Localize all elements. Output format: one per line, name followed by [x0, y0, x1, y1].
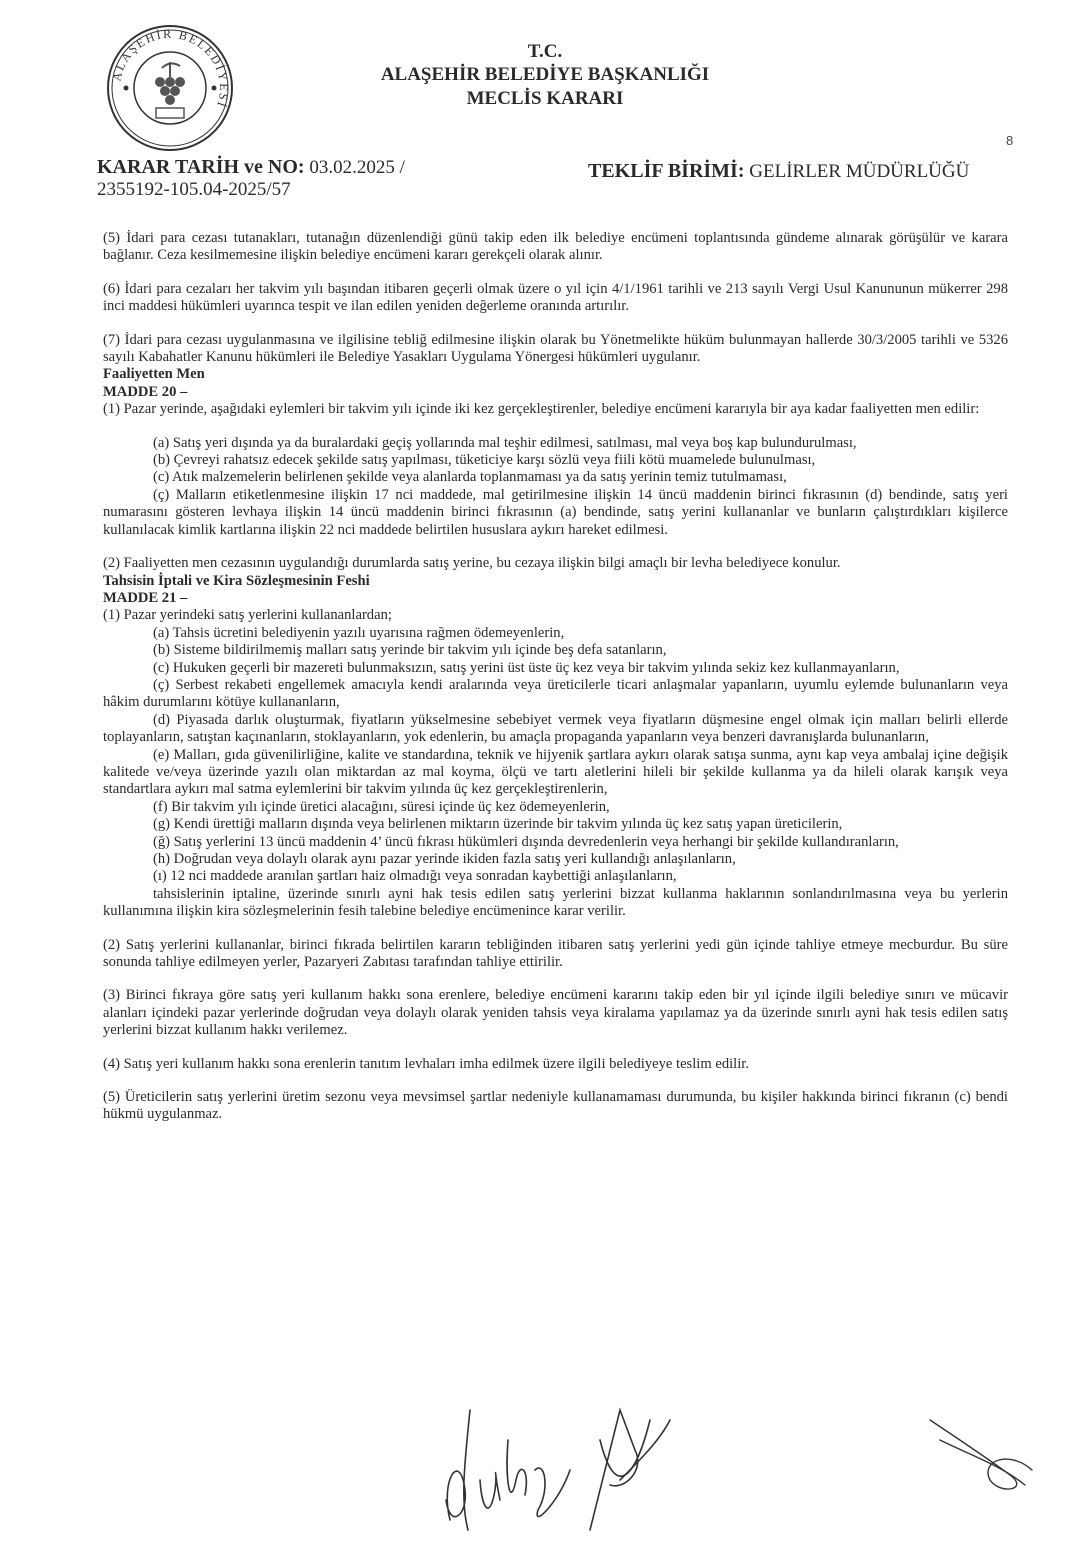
- paragraph-19-5: (5) İdari para cezası tutanakları, tutanağın düzenlendiği günü takip eden ilk belediye encümeni toplantısında gündeme alınarak görüşülür ve karara bağlanır. Ceza kesilmemesine ilişkin belediye encümeni kararı gerekçeli olarak alınır.: [103, 230, 1008, 264]
- article-21-number: MADDE 21 –: [103, 589, 188, 606]
- article-21-1-cc: (ç) Serbest rekabeti engellemek amacıyla kendi aralarında veya üreticilerle ticari anlaşmalar yapanların, uyumlu eylemde bulunanların veya hâkim durumlarını kötüye kullananların,: [103, 676, 1008, 711]
- article-21-title: Tahsisin İptali ve Kira Sözleşmesinin Feshi: [103, 572, 370, 589]
- article-20-1-cc: (ç) Malların etiketlenmesine ilişkin 17 nci maddede, mal getirilmesine ilişkin 14 üncü maddenin birinci fıkrasının (d) bendinde, satış yeri numarasını gösteren levhaya ilişkin 14 üncü maddenin birinci fıkrasının (a) bendinde, satış yerini kullananlar ve bunların çalıştırdıkları kişilerce kullanılacak kimlik kartlarına ilişkin 22 nci maddede belirtilen hususlara aykırı hareket edilmesi.: [103, 486, 1008, 538]
- article-21-1-h: (h) Doğrudan veya dolaylı olarak aynı pazar yerinde ikiden fazla satış yeri kullandığı anlaşılanların,: [153, 851, 736, 867]
- article-21-1-c: (c) Hukuken geçerli bir mazereti bulunmaksızın, satış yerini üst üste üç kez veya bir takvim yılında sekiz kez kullanmayanların,: [153, 659, 900, 676]
- karar-label: KARAR TARİH ve NO:: [97, 156, 305, 178]
- article-20-title: Faaliyetten Men: [103, 366, 205, 383]
- karar-value-number: 2355192-105.04-2025/57: [97, 179, 291, 200]
- header-tc: T.C.: [527, 41, 563, 62]
- karar-value: 03.02.2025 /: [309, 157, 405, 178]
- article-20-1-c: (c) Atık malzemelerin belirlenen şekilde veya alanlarda toplanmaması ya da satış yerinin temiz tutulmaması,: [153, 469, 787, 486]
- article-21-1-gg: (ğ) Satış yerlerini 13 üncü maddenin 4’ üncü fıkrası hükümleri dışında devredenlerin veya herhangi bir şekilde kullandıranların,: [153, 833, 899, 850]
- page-number: 8: [1006, 133, 1014, 148]
- article-20-1-b: (b) Çevreyi rahatsız edecek şekilde satış yapılması, tüketiciye karşı sözlü veya fiili kötü muamelede bulunulması,: [153, 452, 816, 469]
- article-21-2: (2) Satış yerlerini kullananlar, birinci fıkrada belirtilen kararın tebliğinden itibaren satış yerlerini yedi gün içinde tahliye etmeye mecburdur. Bu süre sonunda tahliye edilmeyen yerler, Pazaryeri Zabıtası tarafından tahliye ettirilir.: [103, 936, 1008, 971]
- paragraph-19-7: (7) İdari para cezası uygulanmasına ve ilgilisine tebliğ edilmesine ilişkin olarak bu Yönetmelikte hüküm bulunmayan hallerde 30/3/2005 tarihli ve 5326 sayılı Kabahatler Kanunu hükümleri ile Belediye Yasakları Uygulama Yönergesi hükümleri uygulanır.: [103, 331, 1008, 366]
- article-21-1-i: (ı) 12 nci maddede aranılan şartları haiz olmadığı veya sonradan kaybettiği anlaşılanların,: [153, 868, 677, 885]
- article-21-1-g: (g) Kendi ürettiği malların dışında veya belirlenen miktarın üzerinde bir takvim yılında üç kez satış yapan üreticilerin,: [153, 816, 843, 833]
- article-20-number: MADDE 20 –: [103, 383, 188, 400]
- article-21-5: (5) Üreticilerin satış yerlerini üretim sezonu veya mevsimsel şartlar nedeniyle kullanamaması durumunda, bu kişiler hakkında birinci fıkranın (c) bendi hükmü uygulanmaz.: [103, 1089, 1008, 1123]
- paragraph-19-6: (6) İdari para cezaları her takvim yılı başından itibaren geçerli olmak üzere o yıl için 4/1/1961 tarihli ve 213 sayılı Vergi Usul Kanununun mükerrer 298 inci maddesi hükümleri uyarınca tespit ve ilan edilen yeniden değerleme oranında artırılır.: [103, 280, 1008, 315]
- teklif-info: [588, 160, 969, 183]
- article-21-1-e: (e) Malları, gıda güvenilirliğine, kalite ve standardına, teknik ve hijyenik şartlara aykırı olarak satışa sunma, aynı kap veya ambalaj içine değişik kalitede ve/veya üzerinde yazılı olan miktardan az mal koyma, ölçü ve tartı aletlerini hileli bir şekilde kullanma ya da hileli olarak karışık veya standartlara aykırı mal satma eylemlerini bir takvim yılında üç kez gerçekleştirenlerin,: [103, 746, 1008, 798]
- teklif-label: TEKLİF BİRİMİ:: [588, 160, 745, 182]
- article-21-3: (3) Birinci fıkraya göre satış yeri kullanım hakkı sona erenlere, belediye encümeni kararını takip eden bir yıl içinde ilgili belediye sınırı ve mücavir alanları içindeki pazar yerlerinde doğrudan veya dolaylı olarak yeniden tahsis veya kiralama yapılamaz ya da üzerinde sınırlı ayni hak tesis edilen satış yerlerini bizzat kullanım hakkı verilemez.: [103, 987, 1008, 1039]
- teklif-value: GELİRLER MÜDÜRLÜĞÜ: [749, 161, 970, 182]
- article-20-2: (2) Faaliyetten men cezasının uygulandığı durumlarda satış yerine, bu cezaya ilişkin bilgi amaçlı bir levha belediyece konulur.: [103, 555, 841, 572]
- signature-secondary: [920, 1400, 1040, 1500]
- article-21-1-f: (f) Bir takvim yılı içinde üretici alacağını, süresi içinde üç kez ödemeyenlerin,: [153, 798, 610, 815]
- header-institution: ALAŞEHİR BELEDİYE BAŞKANLIĞI: [380, 64, 710, 85]
- article-21-1: (1) Pazar yerindeki satış yerlerini kullananlardan;: [103, 607, 392, 624]
- header-doc-type: MECLİS KARARI: [466, 88, 624, 109]
- karar-info: [97, 156, 405, 201]
- decision-body: [103, 230, 1008, 1124]
- article-21-1-tail: tahsislerinin iptaline, üzerinde sınırlı ayni hak tesis edilen satış yerlerini bizzat kullanma haklarının sonlandırılmasına veya bu yerlerin kullanımına ilişkin kira sözleşmelerinin fesih talebine belediye encümenince karar verilir.: [103, 885, 1008, 920]
- article-20-1: (1) Pazar yerinde, aşağıdaki eylemleri bir takvim yılı içinde iki kez gerçekleştirenler, belediye encümeni kararıyla bir aya kadar faaliyetten men edilir:: [103, 401, 980, 418]
- article-21-1-a: (a) Tahsis ücretini belediyenin yazılı uyarısına rağmen ödemeyenlerin,: [153, 624, 565, 641]
- seal-text: ALAŞEHİR BELEDİYESİ: [109, 26, 232, 111]
- article-20-1-a: (a) Satış yeri dışında ya da buralardaki geçiş yollarında mal teşhir edilmesi, satılması, mal veya boş kap bulundurulması,: [153, 434, 857, 451]
- article-21-1-b: (b) Sisteme bildirilmemiş malları satış yerinde bir takvim yılı içinde beş defa satanların,: [153, 642, 667, 659]
- article-21-1-d: (d) Piyasada darlık oluşturmak, fiyatların yükselmesine sebebiyet vermek veya fiyatların düşmesine engel olmak için malları belirli ellerde toplayanların, satıştan kaçınanların, stoklayanların, yok edenlerin, bu amaçla propaganda yapanların veya benzeri davranışlarda bulunanların,: [103, 711, 1008, 746]
- signature-main: [420, 1380, 680, 1550]
- article-21-4: (4) Satış yeri kullanım hakkı sona erenlerin tanıtım levhaları imha edilmek üzere ilgili belediyeye teslim edilir.: [103, 1055, 749, 1072]
